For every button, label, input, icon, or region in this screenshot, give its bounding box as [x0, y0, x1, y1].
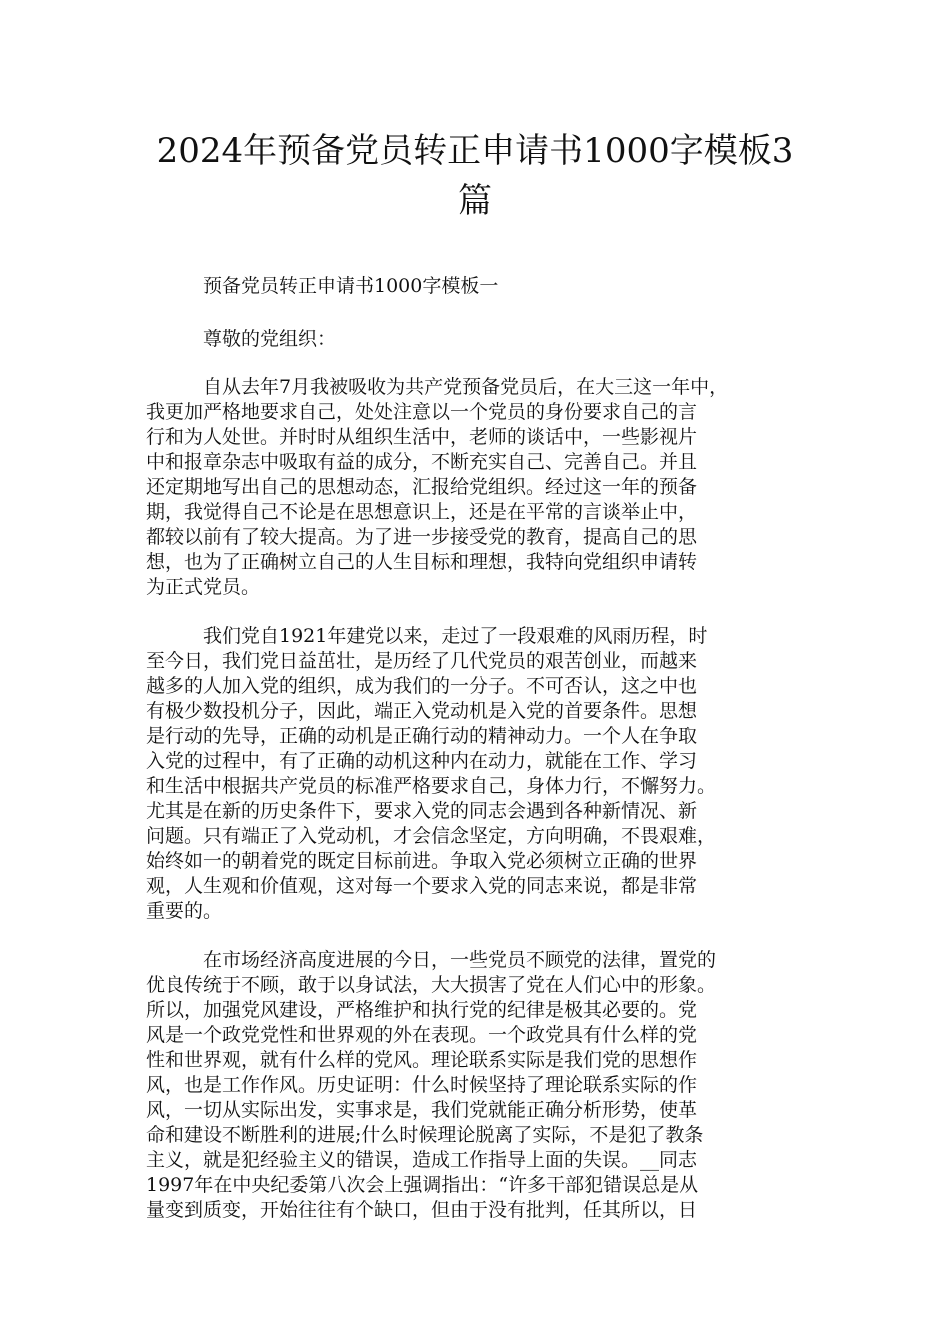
paragraph-line: 风，也是工作作风。历史证明：什么时候坚持了理论联系实际的作: [146, 1074, 698, 1096]
paragraph-line: 都较以前有了较大提高。为了进一步接受党的教育，提高自己的思: [146, 526, 698, 548]
paragraph-line: 始终如一的朝着党的既定目标前进。争取入党必须树立正确的世界: [146, 850, 698, 872]
paragraph-line: 期，我觉得自己不论是在思想意识上，还是在平常的言谈举止中，: [146, 501, 698, 523]
paragraph-line: 还定期地写出自己的思想动态，汇报给党组织。经过这一年的预备: [146, 476, 698, 498]
paragraph-line: 问题。只有端正了入党动机，才会信念坚定，方向明确，不畏艰难，: [146, 825, 717, 847]
paragraph-line: 重要的。: [146, 900, 223, 922]
paragraph-line: 为正式党员。: [146, 576, 261, 598]
paragraph-line: 观，人生观和价值观，这对每一个要求入党的同志来说，都是非常: [146, 875, 698, 897]
paragraph-line: 1997年在中央纪委第八次会上强调指出：“许多干部犯错误总是从: [146, 1174, 699, 1196]
paragraph-line: 至今日，我们党日益茁壮，是历经了几代党员的艰苦创业，而越来: [146, 650, 698, 672]
paragraph-line: 量变到质变，开始往往有个缺口，但由于没有批判，任其所以，日: [146, 1199, 698, 1221]
paragraph-line: 风，一切从实际出发，实事求是，我们党就能正确分析形势，使革: [146, 1099, 698, 1121]
paragraph-line: 所以，加强党风建设，严格维护和执行党的纪律是极其必要的。党: [146, 999, 698, 1021]
paragraph-line: 想，也为了正确树立自己的人生目标和理想，我特向党组织申请转: [146, 551, 698, 573]
paragraph-line: 主义，就是犯经验主义的错误，造成工作指导上面的失误。__同志: [146, 1149, 698, 1171]
paragraph-line: 在市场经济高度进展的今日，一些党员不顾党的法律，置党的: [203, 949, 717, 971]
paragraph-line: 是行动的先导，正确的动机是正确行动的精神动力。一个人在争取: [146, 725, 698, 747]
paragraph-line: 中和报章杂志中吸取有益的成分，不断充实自己、完善自己。并且: [146, 451, 698, 473]
paragraph-line: 和生活中根据共产党员的标准严格要求自己，身体力行，不懈努力。: [146, 775, 717, 797]
paragraph-line: 我们党自1921年建党以来，走过了一段艰难的风雨历程，时: [203, 625, 708, 647]
paragraph-line: 自从去年7月我被吸收为共产党预备党员后，在大三这一年中，: [203, 376, 729, 398]
paragraph-line: 性和世界观，就有什么样的党风。理论联系实际是我们党的思想作: [146, 1049, 698, 1071]
paragraph-line: 有极少数投机分子，因此，端正入党动机是入党的首要条件。思想: [146, 700, 698, 722]
paragraph-line: 行和为人处世。并时时从组织生活中，老师的谈话中，一些影视片: [146, 426, 698, 448]
paragraph-line: 我更加严格地要求自己，处处注意以一个党员的身份要求自己的言: [146, 401, 698, 423]
subtitle: 预备党员转正申请书1000字模板一: [203, 275, 499, 297]
paragraph-line: 风是一个政党党性和世界观的外在表现。一个政党具有什么样的党: [146, 1024, 698, 1046]
document-title: [130, 126, 820, 226]
paragraph-line: 优良传统于不顾，敢于以身试法，大大损害了党在人们心中的形象。: [146, 974, 717, 996]
document-title-line-1: 2024年预备党员转正申请书1000字模板3: [156, 131, 794, 171]
paragraph-line: 命和建设不断胜利的进展;什么时候理论脱离了实际，不是犯了教条: [146, 1124, 704, 1146]
salutation: 尊敬的党组织：: [203, 328, 337, 350]
paragraph-line: 尤其是在新的历史条件下，要求入党的同志会遇到各种新情况、新: [146, 800, 698, 822]
paragraph-line: 越多的人加入党的组织，成为我们的一分子。不可否认，这之中也: [146, 675, 698, 697]
document-title-line-2: 篇: [458, 181, 492, 221]
paragraph-line: 入党的过程中，有了正确的动机这种内在动力，就能在工作、学习: [146, 750, 698, 772]
